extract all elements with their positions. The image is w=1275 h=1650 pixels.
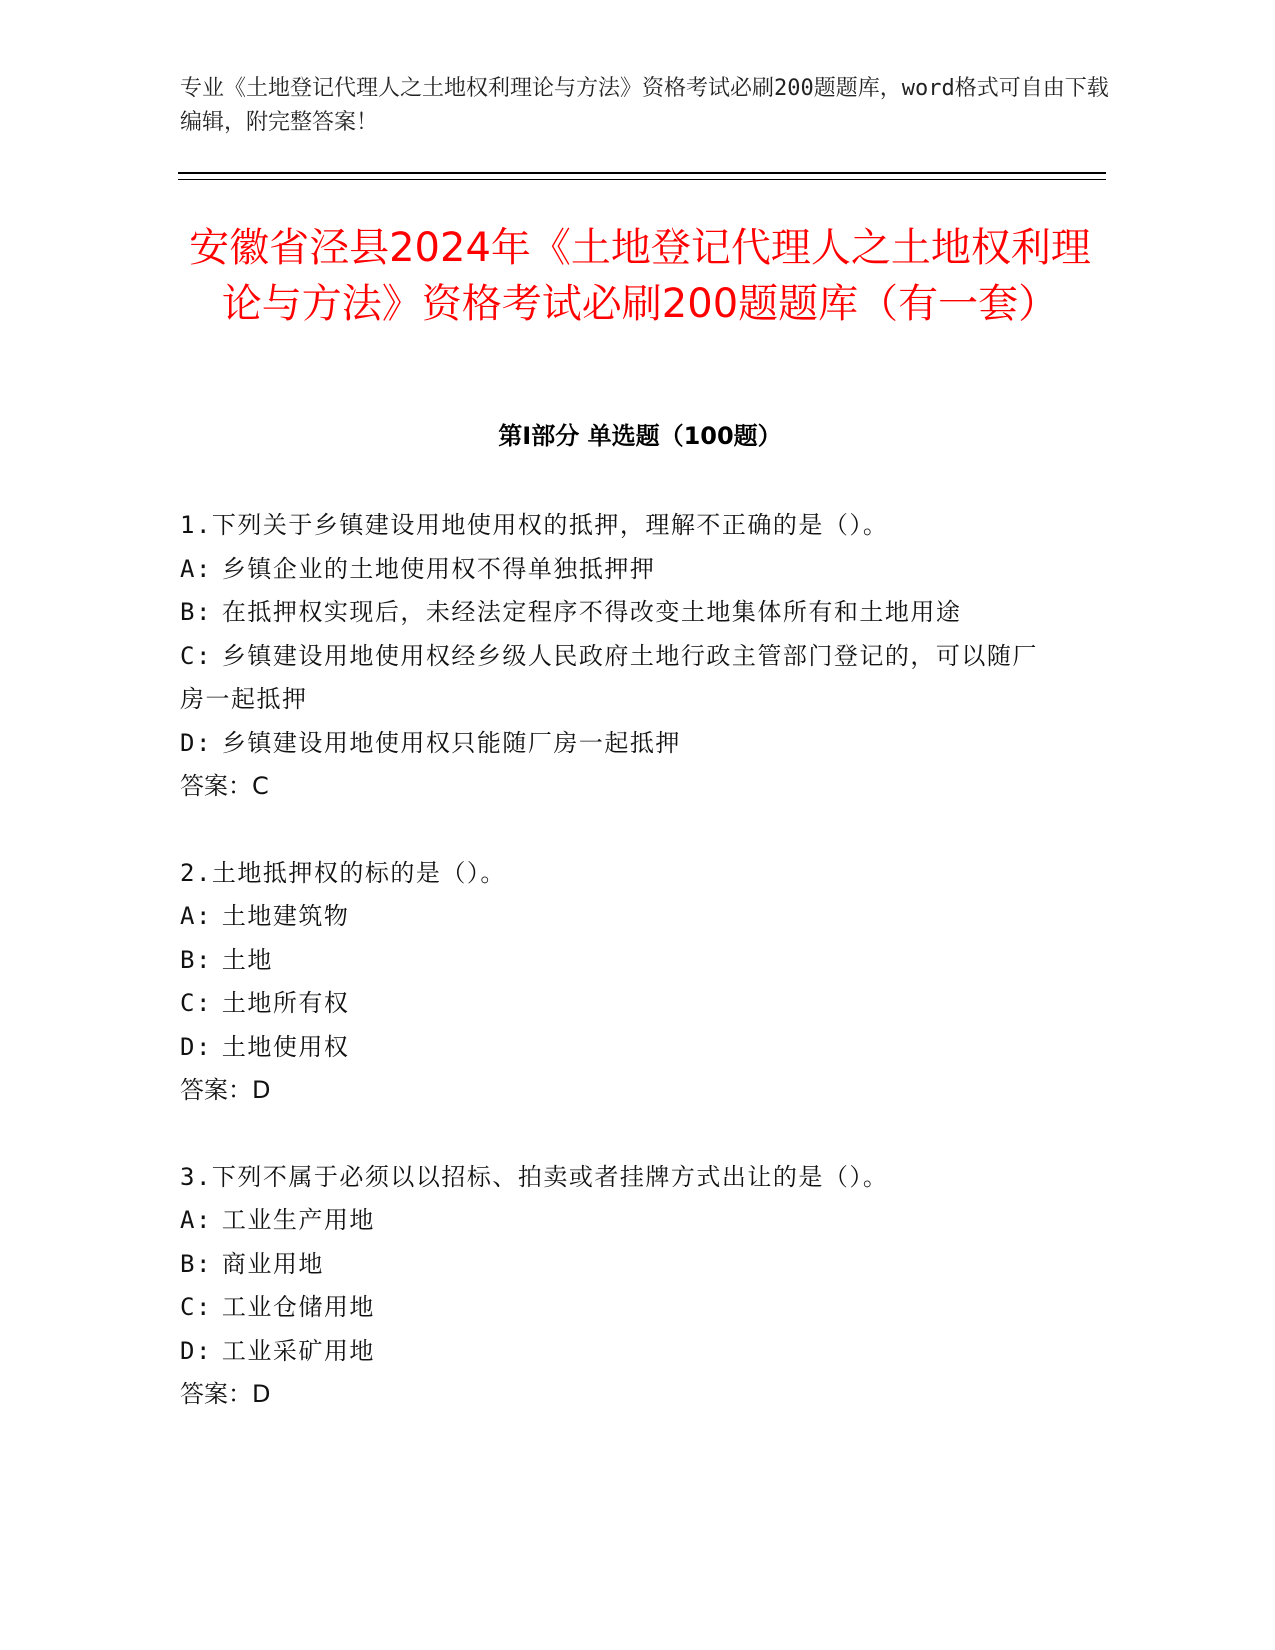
question-3 [180, 1156, 1040, 1417]
option-key: A: [180, 1206, 212, 1234]
header-rule-thin [178, 179, 1106, 180]
option-key: A: [180, 902, 212, 930]
option-c [180, 635, 1040, 722]
answer: 答案：D [180, 1380, 271, 1408]
option-text: 乡镇建设用地使用权经乡级人民政府土地行政主管部门登记的，可以随厂房一起抵押 [180, 641, 1038, 713]
option-text: 乡镇企业的土地使用权不得单独抵押押 [221, 554, 656, 583]
question-2 [180, 852, 1040, 1113]
option-text: 土地所有权 [221, 989, 350, 1017]
option-a [180, 895, 1040, 939]
option-a [180, 1199, 1040, 1243]
option-d [180, 722, 1040, 766]
option-key: D: [180, 1032, 212, 1061]
option-key: D: [180, 728, 212, 757]
option-text: 工业仓储用地 [221, 1293, 375, 1321]
option-key: D: [180, 1336, 212, 1365]
question-list [180, 504, 1040, 1460]
option-b [180, 939, 1040, 983]
option-key: A: [180, 554, 212, 583]
question-stem: 1.下列关于乡镇建设用地使用权的抵押，理解不正确的是（）。 [180, 511, 889, 539]
option-b [180, 1243, 1040, 1287]
option-text: 土地 [221, 945, 273, 974]
option-key: C: [180, 989, 212, 1017]
option-b [180, 591, 1040, 635]
question-stem: 2.土地抵押权的标的是（）。 [180, 858, 506, 887]
option-key: C: [180, 641, 212, 670]
option-d [180, 1330, 1040, 1374]
option-text: 在抵押权实现后，未经法定程序不得改变土地集体所有和土地用途 [221, 598, 962, 626]
option-text: 工业采矿用地 [221, 1336, 375, 1365]
header-rule-thick [178, 172, 1106, 174]
question-stem: 3.下列不属于必须以以招标、拍卖或者挂牌方式出让的是（）。 [180, 1162, 889, 1191]
option-text: 土地建筑物 [221, 902, 350, 930]
option-key: C: [180, 1293, 212, 1321]
option-text: 工业生产用地 [221, 1206, 375, 1234]
option-key: B: [180, 1249, 212, 1278]
header-note: 专业《土地登记代理人之土地权利理论与方法》资格考试必刷200题题库，word格式可自由下载编辑，附完整答案！ [180, 76, 1109, 135]
option-c [180, 982, 1040, 1026]
option-text: 土地使用权 [221, 1032, 350, 1061]
option-key: B: [180, 945, 212, 974]
answer: 答案：C [180, 772, 269, 800]
option-text: 乡镇建设用地使用权只能随厂房一起抵押 [221, 728, 681, 757]
document-title: 安徽省泾县2024年《土地登记代理人之土地权利理论与方法》资格考试必刷200题题库（有一套） [189, 225, 1091, 327]
option-c [180, 1286, 1040, 1330]
option-text: 商业用地 [221, 1249, 324, 1278]
question-1 [180, 504, 1040, 809]
option-key: B: [180, 598, 212, 626]
answer: 答案：D [180, 1076, 271, 1104]
option-a [180, 548, 1040, 592]
section-title: 第Ⅰ部分 单选题（100题） [498, 422, 782, 450]
option-d [180, 1026, 1040, 1070]
